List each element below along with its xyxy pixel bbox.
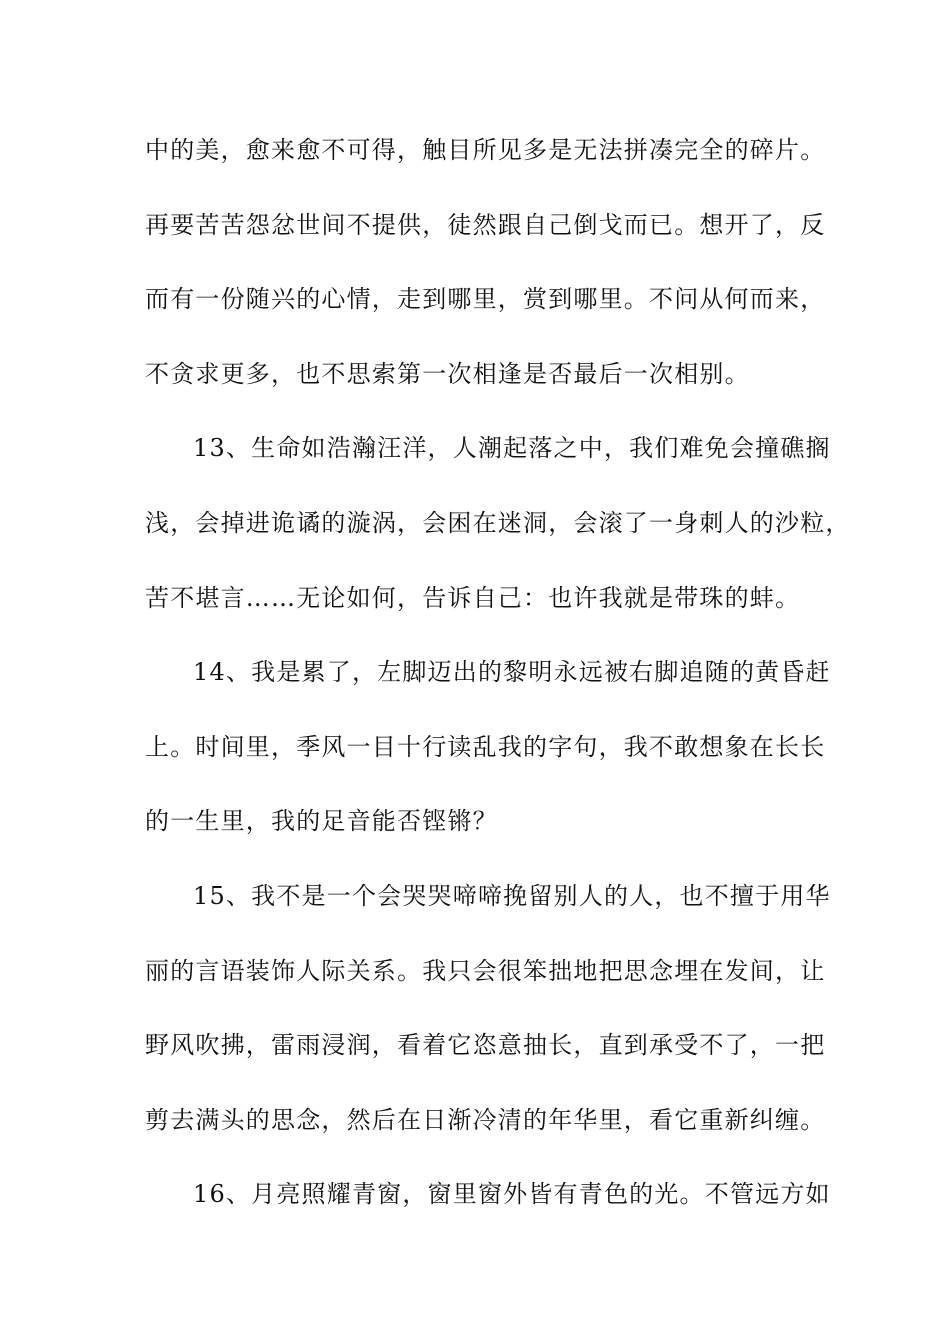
text-line: 苦不堪言……无论如何，告诉自己：也许我就是带珠的蚌。 (145, 583, 801, 612)
text-line: 上。时间里，季风一目十行读乱我的字句，我不敢想象在长长 (145, 732, 826, 761)
text-line: 浅，会掉进诡谲的漩涡，会困在迷洞，会滚了一身刺人的沙粒， (145, 508, 851, 537)
paragraph-start-15: 15、我不是一个会哭哭啼啼挽留别人的人，也不擅于用华 (193, 881, 831, 910)
text-line: 丽的言语装饰人际关系。我只会很笨拙地把思念埋在发间，让 (145, 956, 826, 985)
paragraph-start-13: 13、生命如浩瀚汪洋，人潮起落之中，我们难免会撞礁搁 (193, 434, 831, 463)
text-line: 野风吹拂，雷雨浸润，看着它恣意抽长，直到承受不了，一把 (145, 1031, 826, 1060)
text-line: 不贪求更多，也不思索第一次相逢是否最后一次相别。 (145, 359, 750, 388)
text-line: 而有一份随兴的心情，走到哪里，赏到哪里。不问从何而来， (145, 285, 826, 314)
paragraph-start-14: 14、我是累了，左脚迈出的黎明永远被右脚追随的黄昏赶 (193, 658, 831, 687)
text-line: 剪去满头的思念，然后在日渐冷清的年华里，看它重新纠缠。 (145, 1105, 826, 1134)
paragraph-start-16: 16、月亮照耀青窗，窗里窗外皆有青色的光。不管远方如 (193, 1180, 831, 1209)
body-text (145, 126, 851, 1245)
text-line: 的一生里，我的足音能否铿锵？ (145, 807, 498, 836)
text-line: 中的美，愈来愈不可得，触目所见多是无法拼凑完全的碎片。 (145, 136, 826, 164)
text-line: 再要苦苦怨忿世间不提供，徒然跟自己倒戈而已。想开了，反 (145, 210, 826, 239)
